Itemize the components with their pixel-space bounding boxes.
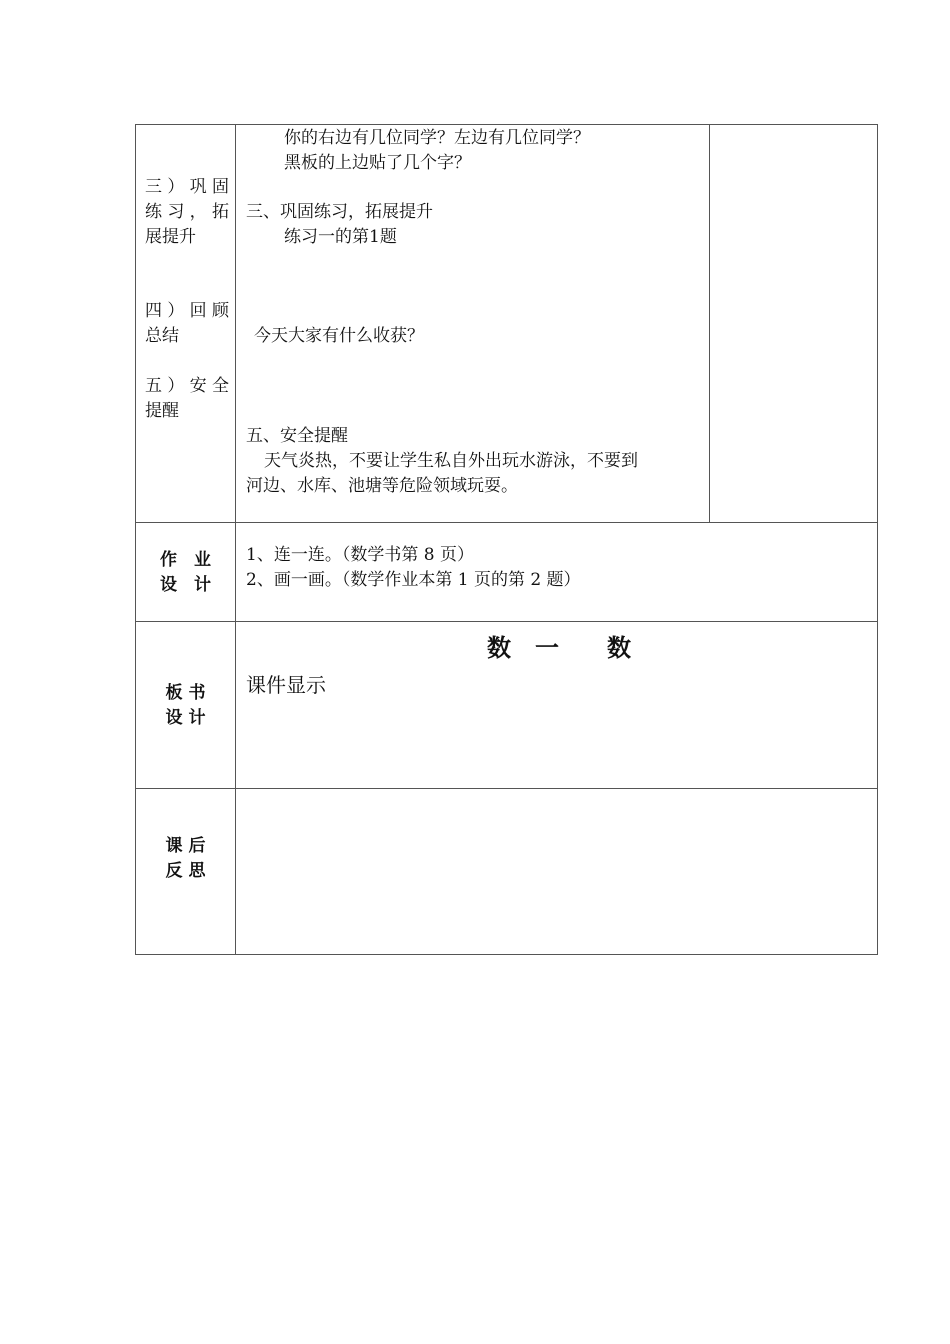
section-heading: 五、安全提醒 — [246, 426, 348, 446]
stage-label-4-line2: 总结 — [145, 326, 179, 346]
content-line: 天气炎热，不要让学生私自外出玩水游泳，不要到 — [264, 451, 638, 471]
board-label-top: 板 书 — [165, 683, 206, 703]
row-divider-1 — [135, 522, 878, 523]
stage-label-4-line1: 四）回顾 — [145, 301, 229, 321]
board-title: 数 一 数 — [487, 633, 631, 662]
stage-label-3-line1: 三）巩固 — [145, 177, 229, 197]
reflection-label-top: 课 后 — [165, 836, 206, 856]
table-border-right — [877, 124, 878, 955]
content-line: 今天大家有什么收获？ — [254, 326, 424, 346]
homework-item: 2、画一画。（数学作业本第 1 页的第 2 题） — [246, 570, 581, 590]
notes-column-divider — [709, 124, 710, 523]
content-line: 练习一的第1题 — [284, 227, 397, 247]
homework-label-top: 作 业 — [160, 550, 211, 570]
board-text: 课件显示 — [246, 673, 326, 697]
section-heading: 三、巩固练习，拓展提升 — [246, 202, 433, 222]
reflection-label-bottom: 反 思 — [165, 861, 206, 881]
stage-label-3-line2: 练习，拓 — [145, 202, 229, 222]
content-line: 你的右边有几位同学？左边有几位同学？ — [284, 128, 590, 148]
row-divider-2 — [135, 621, 878, 622]
homework-label-bottom: 设 计 — [160, 575, 211, 595]
stage-label-5-line2: 提醒 — [145, 401, 179, 421]
table-border-bottom — [135, 954, 878, 955]
table-border-top — [135, 124, 878, 125]
stage-label-5-line1: 五）安全 — [145, 376, 229, 396]
board-label-bottom: 设 计 — [165, 708, 206, 728]
stage-label-3-line3: 展提升 — [145, 227, 196, 247]
content-line: 黑板的上边贴了几个字？ — [284, 153, 471, 173]
table-border-left — [135, 124, 136, 955]
reflection-content — [236, 789, 877, 954]
homework-item: 1、连一连。（数学书第 8 页） — [246, 545, 474, 565]
content-line: 河边、水库、池塘等危险领域玩耍。 — [246, 476, 518, 496]
